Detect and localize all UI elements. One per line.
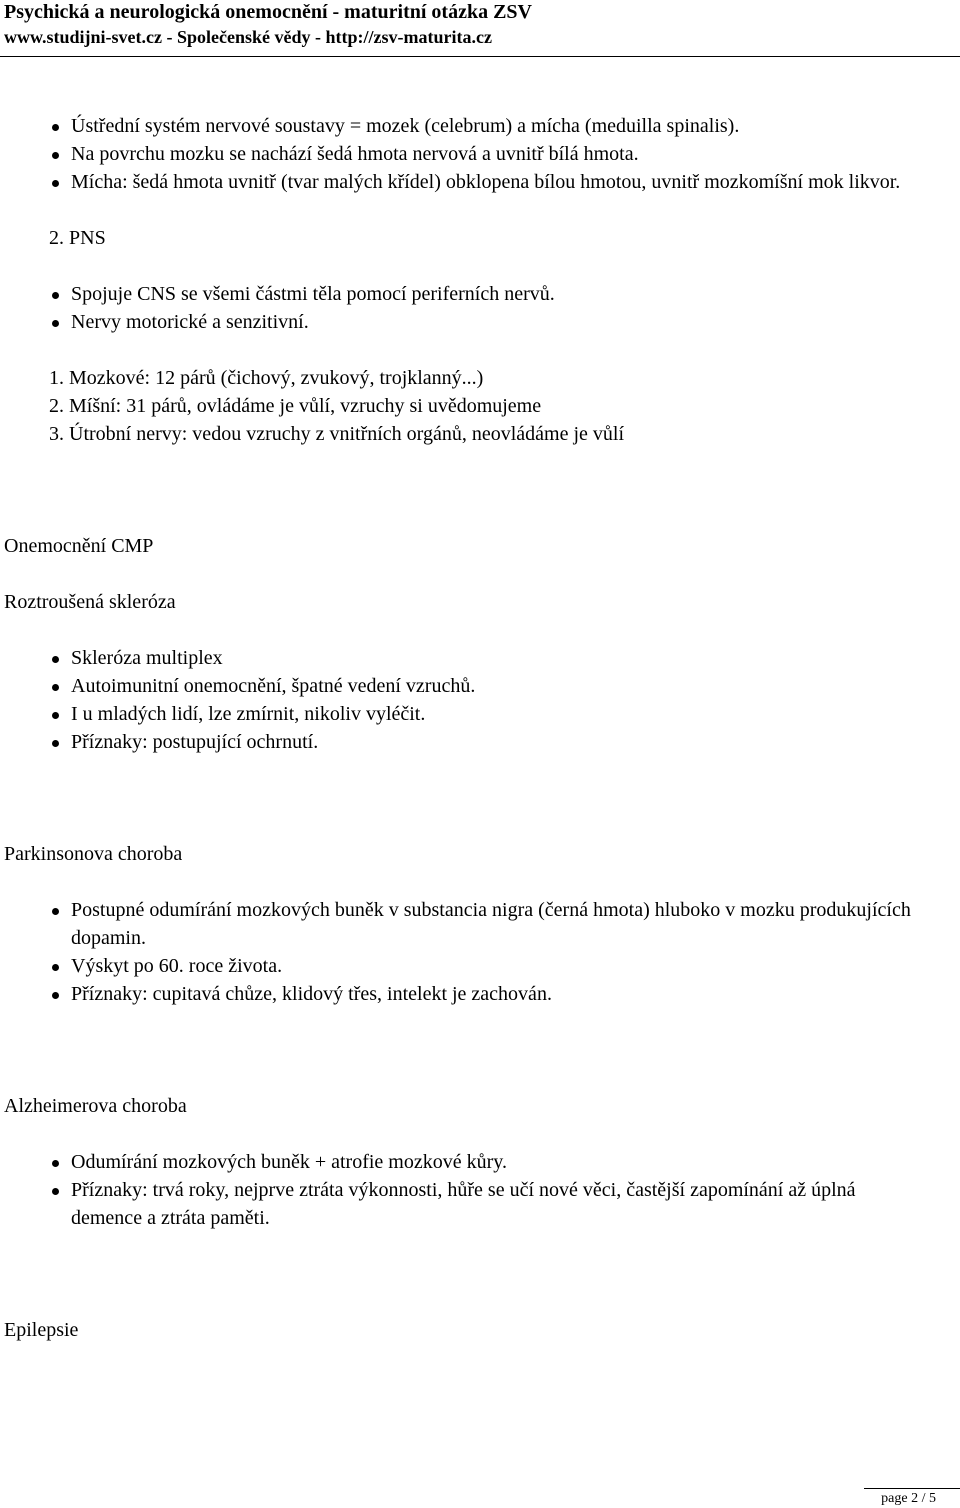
parkinson-bullet-list	[0, 896, 956, 1008]
document-body	[0, 112, 956, 1344]
list-item: Autoimunitní onemocnění, špatné vedení vzruchů.	[0, 672, 956, 700]
nerves-numbered-list	[0, 364, 956, 448]
epilepsy-heading: Epilepsie	[4, 1319, 79, 1341]
cns-bullet-list	[0, 112, 956, 196]
list-item: Mícha: šedá hmota uvnitř (tvar malých křídel) obklopena bílou hmotou, uvnitř mozkomíšní mok likvor.	[0, 168, 956, 196]
list-item: Příznaky: cupitavá chůze, klidový třes, intelekt je zachován.	[0, 980, 956, 1008]
list-item: I u mladých lidí, lze zmírnit, nikoliv vyléčit.	[0, 700, 956, 728]
alzheimer-heading: Alzheimerova choroba	[4, 1095, 187, 1117]
pns-heading: 2. PNS	[49, 227, 106, 249]
pns-bullet-list	[0, 280, 956, 336]
numbered-item: 2. Míšní: 31 párů, ovládáme je vůlí, vzruchy si uvědomujeme	[49, 395, 542, 417]
list-item: Ústřední systém nervové soustavy = mozek (celebrum) a mícha (meduilla spinalis).	[0, 112, 956, 140]
document-source-line: www.studijni-svet.cz - Společenské vědy - http://zsv-maturita.cz	[4, 27, 492, 47]
ms-heading: Roztroušená skleróza	[4, 591, 176, 613]
cmp-heading: Onemocnění CMP	[4, 535, 154, 557]
document-title: Psychická a neurologická onemocnění - maturitní otázka ZSV	[4, 1, 532, 23]
list-item: Příznaky: postupující ochrnutí.	[0, 728, 956, 756]
list-item: Postupné odumírání mozkových buněk v substancia nigra (černá hmota) hluboko v mozku produkujících dopamin.	[0, 896, 956, 952]
numbered-item: 1. Mozkové: 12 párů (čichový, zvukový, trojklanný...)	[49, 367, 484, 389]
page-header	[4, 0, 956, 50]
list-item: Odumírání mozkových buněk + atrofie mozkové kůry.	[0, 1148, 956, 1176]
alzheimer-bullet-list	[0, 1148, 956, 1232]
list-item: Výskyt po 60. roce života.	[0, 952, 956, 980]
list-item: Nervy motorické a senzitivní.	[0, 308, 956, 336]
ms-bullet-list	[0, 644, 956, 756]
list-item: Na povrchu mozku se nachází šedá hmota nervová a uvnitř bílá hmota.	[0, 140, 956, 168]
list-item: Spojuje CNS se všemi částmi těla pomocí periferních nervů.	[0, 280, 956, 308]
page-number: page 2 / 5	[881, 1491, 936, 1506]
numbered-item: 3. Útrobní nervy: vedou vzruchy z vnitřních orgánů, neovládáme je vůlí	[49, 423, 625, 445]
footer-divider	[864, 1488, 960, 1489]
header-divider	[0, 56, 960, 57]
list-item: Skleróza multiplex	[0, 644, 956, 672]
parkinson-heading: Parkinsonova choroba	[4, 843, 183, 865]
list-item: Příznaky: trvá roky, nejprve ztráta výkonnosti, hůře se učí nové věci, častější zapomínání až úplná demence a ztráta paměti.	[0, 1176, 956, 1232]
